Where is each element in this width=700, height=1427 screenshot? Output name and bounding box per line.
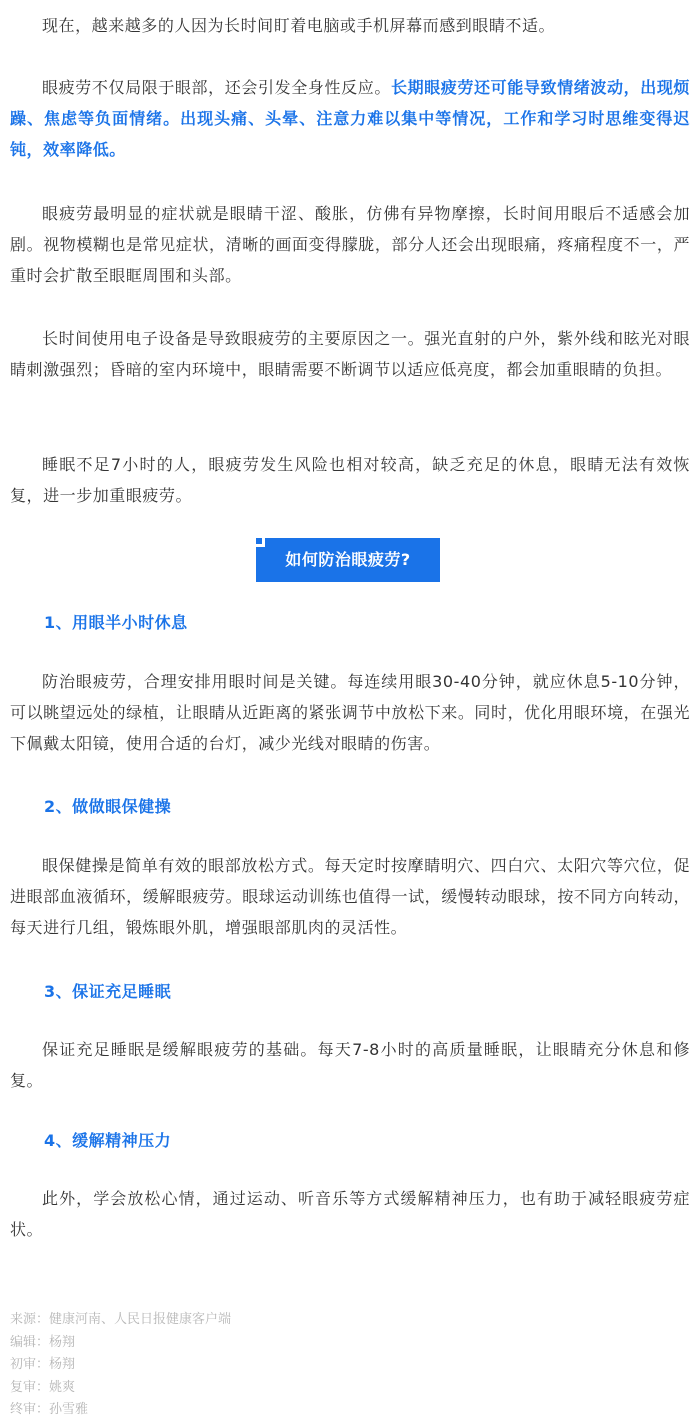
section-heading: 如何防治眼疲劳? bbox=[256, 538, 440, 582]
intro-paragraph-1: 现在，越来越多的人因为长时间盯着电脑或手机屏幕而感到眼睛不适。 bbox=[42, 16, 556, 35]
intro-paragraph-5: 睡眠不足7小时的人，眼疲劳发生风险也相对较高，缺乏充足的休息，眼睛无法有效恢复，进一步加重眼疲劳。 bbox=[10, 455, 690, 505]
intro-paragraph-3: 眼疲劳最明显的症状就是眼睛干涩、酸胀，仿佛有异物摩擦，长时间用眼后不适感会加剧。视物模糊也是常见症状，清晰的画面变得朦胧，部分人还会出现眼痛，疼痛程度不一，严重时会扩散至眼眶周围和头部。 bbox=[10, 204, 690, 285]
credit-first-review: 初审：杨翔 bbox=[10, 1357, 76, 1372]
credits bbox=[10, 1309, 231, 1422]
heading-corner-decoration bbox=[256, 538, 265, 547]
credit-source: 来源：健康河南、人民日报健康客户端 bbox=[10, 1312, 232, 1327]
tip-1-body: 防治眼疲劳，合理安排用眼时间是关键。每连续用眼30-40分钟，就应休息5-10分钟，可以眺望远处的绿植，让眼睛从近距离的紧张调节中放松下来。同时，优化用眼环境，在强光下佩戴太阳镜，使用合适的台灯，减少光线对眼睛的伤害。 bbox=[10, 672, 690, 753]
tip-2-title: 2、做做眼保健操 bbox=[44, 797, 172, 816]
intro-paragraph-2 bbox=[10, 72, 690, 165]
credit-final-review: 终审：孙雪雅 bbox=[10, 1402, 89, 1417]
tip-4-title: 4、缓解精神压力 bbox=[44, 1131, 172, 1150]
intro-paragraph-4: 长时间使用电子设备是导致眼疲劳的主要原因之一。强光直射的户外，紫外线和眩光对眼睛刺激强烈；昏暗的室内环境中，眼睛需要不断调节以适应低亮度，都会加重眼睛的负担。 bbox=[10, 329, 690, 379]
section-heading-block bbox=[256, 538, 440, 582]
tip-4-body: 此外，学会放松心情，通过运动、听音乐等方式缓解精神压力，也有助于减轻眼疲劳症状。 bbox=[10, 1189, 690, 1239]
intro-paragraph-2-highlight: 长期眼疲劳还可能导致情绪波动，出现烦躁、焦虑等负面情绪。出现头痛、头晕、注意力难以集中等情况，工作和学习时思维变得迟钝，效率降低。 bbox=[10, 78, 690, 159]
credit-second-review: 复审：姚爽 bbox=[10, 1379, 76, 1395]
credit-editor: 编辑：杨翔 bbox=[10, 1334, 76, 1350]
tip-1-title: 1、用眼半小时休息 bbox=[44, 613, 188, 632]
intro-paragraph-2-plain: 眼疲劳不仅局限于眼部，还会引发全身性反应。 bbox=[42, 78, 391, 97]
tip-3-body: 保证充足睡眠是缓解眼疲劳的基础。每天7-8小时的高质量睡眠，让眼睛充分休息和修复。 bbox=[10, 1040, 690, 1090]
tip-2-body: 眼保健操是简单有效的眼部放松方式。每天定时按摩睛明穴、四白穴、太阳穴等穴位，促进眼部血液循环，缓解眼疲劳。眼球运动训练也值得一试，缓慢转动眼球，按不同方向转动，每天进行几组，锻炼眼外肌，增强眼部肌肉的灵活性。 bbox=[10, 856, 690, 937]
tip-3-title: 3、保证充足睡眠 bbox=[44, 982, 172, 1001]
